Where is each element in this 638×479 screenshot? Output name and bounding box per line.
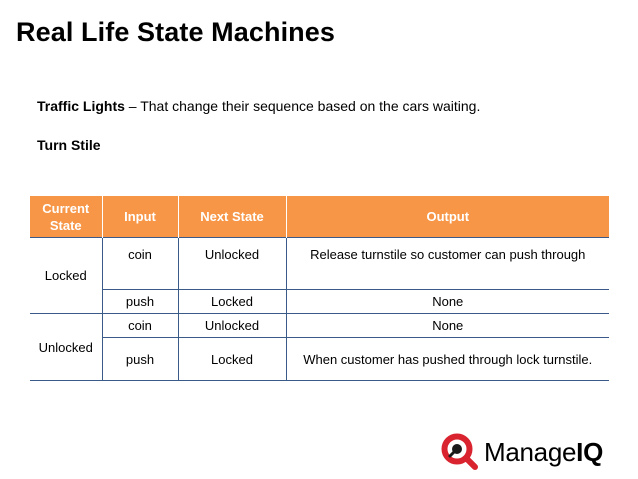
state-transition-table [30, 196, 609, 381]
table-row [30, 238, 609, 290]
next-state-cell: Locked [178, 290, 286, 314]
header-next-state: Next State [178, 196, 286, 238]
manageiq-wordmark [484, 437, 603, 468]
output-cell: None [286, 314, 609, 338]
logo-text-manage: Manage [484, 437, 577, 467]
output-cell: When customer has pushed through lock turnstile. [286, 338, 609, 381]
next-state-cell: Unlocked [178, 238, 286, 290]
table-header-row [30, 196, 609, 238]
logo-text-iq: IQ [576, 437, 604, 467]
traffic-lights-description: – That change their sequence based on the cars waiting. [124, 98, 481, 114]
manageiq-magnifier-icon [440, 432, 480, 472]
output-cell: Release turnstile so customer can push through [286, 238, 609, 290]
traffic-lights-line [37, 98, 480, 114]
table-row [30, 290, 609, 314]
input-cell: push [102, 290, 178, 314]
header-current-state: Current State [30, 196, 102, 238]
input-cell: coin [102, 314, 178, 338]
header-input: Input [102, 196, 178, 238]
turn-stile-label: Turn Stile [37, 137, 101, 153]
manageiq-logo [440, 432, 625, 472]
output-cell: None [286, 290, 609, 314]
traffic-lights-label: Traffic Lights [37, 98, 125, 114]
table-row [30, 338, 609, 381]
header-output: Output [286, 196, 609, 238]
state-cell: Unlocked [30, 314, 102, 381]
state-cell: Locked [30, 238, 102, 314]
table-row [30, 314, 609, 338]
next-state-cell: Unlocked [178, 314, 286, 338]
input-cell: coin [102, 238, 178, 290]
next-state-cell: Locked [178, 338, 286, 381]
input-cell: push [102, 338, 178, 381]
slide-title: Real Life State Machines [16, 17, 336, 47]
